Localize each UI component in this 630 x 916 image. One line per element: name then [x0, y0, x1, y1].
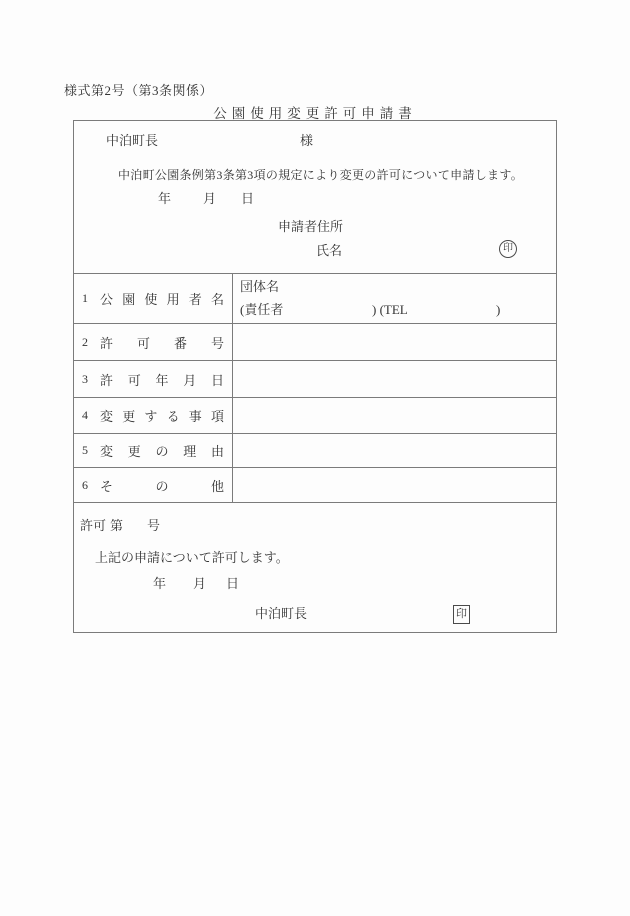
- application-date-year-label: 年: [158, 191, 172, 206]
- row-number: 6: [82, 477, 88, 492]
- row-number: 3: [82, 371, 88, 386]
- row-label: 変更の理由: [100, 444, 224, 459]
- form-code-label: 様式第2号（第3条関係）: [64, 83, 214, 98]
- approval-date-month-label: 月: [193, 576, 207, 591]
- application-date-month-label: 月: [203, 191, 217, 206]
- table-row-reason-for-change: [74, 433, 556, 467]
- park-user-name-field: [233, 274, 556, 323]
- row-label-cell: [74, 361, 233, 397]
- row-label-cell: [74, 324, 233, 360]
- row-label: 許可番号: [100, 335, 224, 351]
- table-row-permit-number: [74, 323, 556, 360]
- row-label-cell: [74, 398, 233, 433]
- reason-for-change-field: [233, 434, 556, 467]
- row-label: 変更する事項: [100, 409, 224, 424]
- approval-section: [74, 502, 556, 632]
- tel-label: ) (TEL: [372, 302, 408, 317]
- application-statement: 中泊町公園条例第3条第3項の規定により変更の許可について申請します。: [118, 168, 524, 182]
- applicant-name-label: 氏名: [316, 243, 343, 258]
- approval-date-day-label: 日: [226, 576, 240, 591]
- items-to-change-field: [233, 398, 556, 433]
- row-label-cell: [74, 434, 233, 467]
- document-title: 公園使用変更許可申請書: [213, 106, 417, 121]
- row-number: 4: [82, 408, 88, 422]
- permit-number-field: [233, 324, 556, 360]
- honorific-label: 様: [300, 133, 314, 148]
- addressee-label: 中泊町長: [106, 133, 159, 148]
- mayor-label: 中泊町長: [255, 606, 308, 621]
- permit-date-field: [233, 361, 556, 397]
- row-number: 5: [82, 443, 88, 457]
- row-label: 公園使用者名: [100, 292, 224, 307]
- table-row-items-to-change: [74, 397, 556, 433]
- row-label: その他: [100, 478, 224, 494]
- approval-statement: 上記の申請について許可します。: [95, 550, 289, 565]
- row-label: 許可年月日: [100, 372, 224, 388]
- permit-number-prefix: 第: [110, 518, 124, 533]
- permit-label: 許可: [80, 518, 107, 533]
- table-row-permit-date: [74, 360, 556, 397]
- application-date-day-label: 日: [241, 191, 255, 206]
- approval-date-year-label: 年: [153, 576, 167, 591]
- row-label-cell: [74, 274, 233, 323]
- tel-close-paren: ): [496, 302, 501, 317]
- table-row-park-user-name: [74, 273, 556, 323]
- applicant-address-label: 申請者住所: [278, 219, 344, 234]
- applicant-seal-icon: 印: [499, 240, 517, 258]
- application-form-box: [73, 120, 557, 633]
- other-field: [233, 468, 556, 502]
- table-row-other: [74, 467, 556, 502]
- row-number: 1: [82, 291, 88, 305]
- mayor-seal-icon: 印: [453, 605, 470, 624]
- responsible-person-label: (責任者: [240, 302, 284, 317]
- organization-name-label: 団体名: [240, 279, 280, 294]
- row-number: 2: [82, 334, 88, 349]
- permit-number-suffix: 号: [147, 518, 161, 533]
- row-label-cell: [74, 468, 233, 502]
